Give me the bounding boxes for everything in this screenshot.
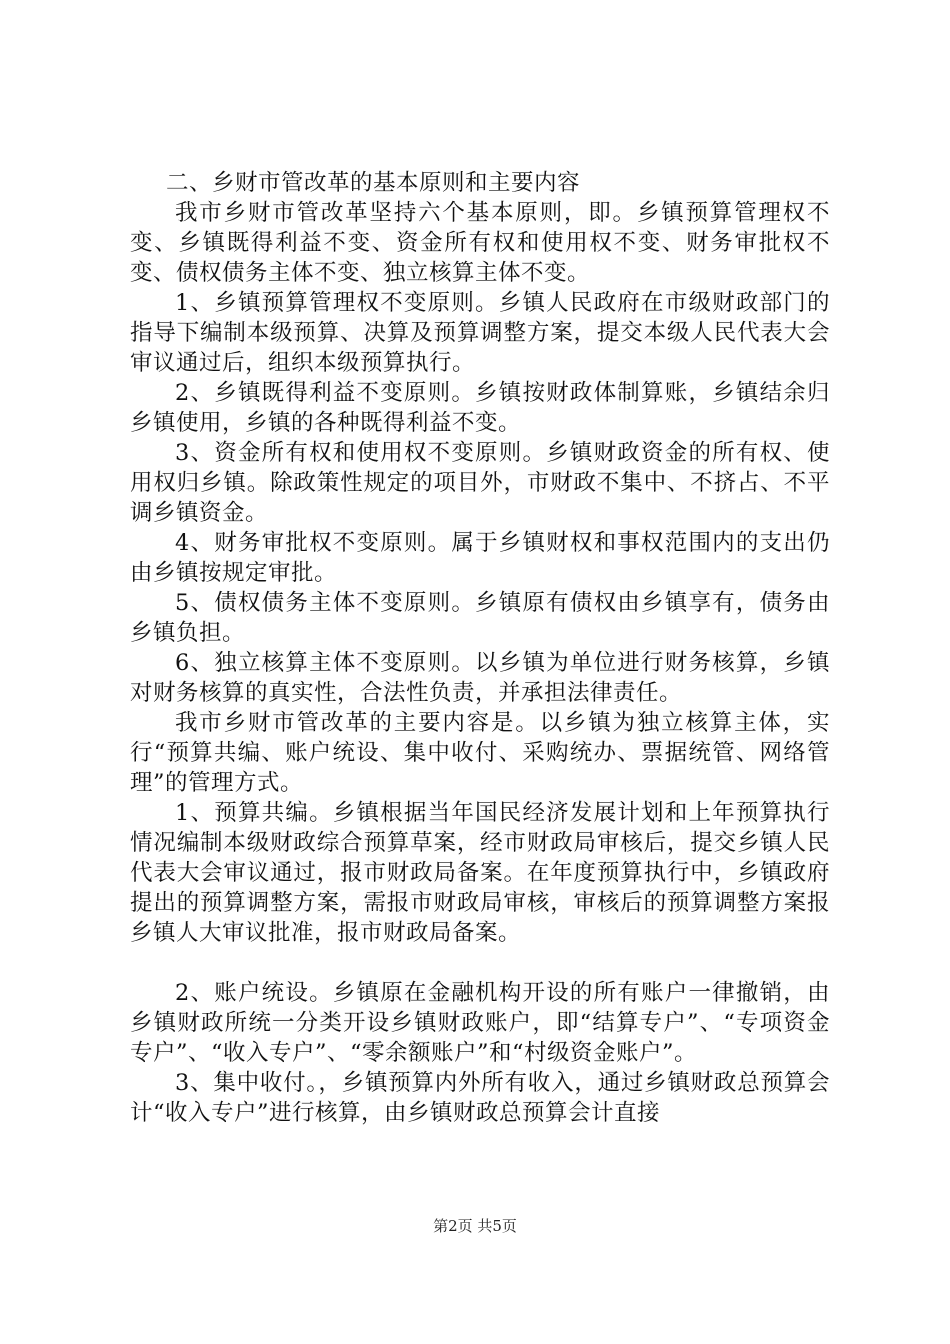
paragraph-principles-intro: 我市乡财市管改革坚持六个基本原则，即。乡镇预算管理权不变、乡镇既得利益不变、资金所有权和使用权不变、财务审批权不变、债权债务主体不变、独立核算主体不变。 xyxy=(130,200,830,286)
paragraph-content-3: 3、集中收付。，乡镇预算内外所有收入，通过乡镇财政总预算会计“收入专户”进行核算，由乡镇财政总预算会计直接 xyxy=(130,1070,830,1126)
page-number-footer: 第2页 共5页 xyxy=(433,1217,517,1235)
paragraph-principle-1: 1、乡镇预算管理权不变原则。乡镇人民政府在市级财政部门的指导下编制本级预算、决算及预算调整方案，提交本级人民代表大会审议通过后，组织本级预算执行。 xyxy=(130,290,830,376)
paragraph-principle-6: 6、独立核算主体不变原则。以乡镇为单位进行财务核算，乡镇对财务核算的真实性，合法性负责，并承担法律责任。 xyxy=(130,650,830,706)
paragraph-content-1: 1、预算共编。乡镇根据当年国民经济发展计划和上年预算执行情况编制本级财政综合预算草案，经市财政局审核后，提交乡镇人民代表大会审议通过，报市财政局备案。在年度预算执行中，乡镇政府提出的预算调整方案，需报市财政局审核，审核后的预算调整方案报乡镇人大审议批准，报市财政局备案。 xyxy=(130,800,830,946)
paragraph-principle-3: 3、资金所有权和使用权不变原则。乡镇财政资金的所有权、使用权归乡镇。除政策性规定的项目外，市财政不集中、不挤占、不平调乡镇资金。 xyxy=(130,440,830,526)
paragraph-content-2: 2、账户统设。乡镇原在金融机构开设的所有账户一律撤销，由乡镇财政所统一分类开设乡镇财政账户，即“结算专户”、“专项资金专户”、“收入专户”、“零余额账户”和“村级资金账户”。 xyxy=(130,980,830,1066)
paragraph-principle-2: 2、乡镇既得利益不变原则。乡镇按财政体制算账，乡镇结余归乡镇使用，乡镇的各种既得利益不变。 xyxy=(130,380,830,436)
document-body xyxy=(130,168,830,1128)
paragraph-principle-5: 5、债权债务主体不变原则。乡镇原有债权由乡镇享有，债务由乡镇负担。 xyxy=(130,590,830,646)
paragraph-principle-4: 4、财务审批权不变原则。属于乡镇财权和事权范围内的支出仍由乡镇按规定审批。 xyxy=(130,530,830,586)
section-heading: 二、乡财市管改革的基本原则和主要内容 xyxy=(166,170,581,196)
paragraph-content-intro: 我市乡财市管改革的主要内容是。以乡镇为独立核算主体，实行“预算共编、账户统设、集中收付、采购统办、票据统管、网络管理”的管理方式。 xyxy=(130,710,830,796)
